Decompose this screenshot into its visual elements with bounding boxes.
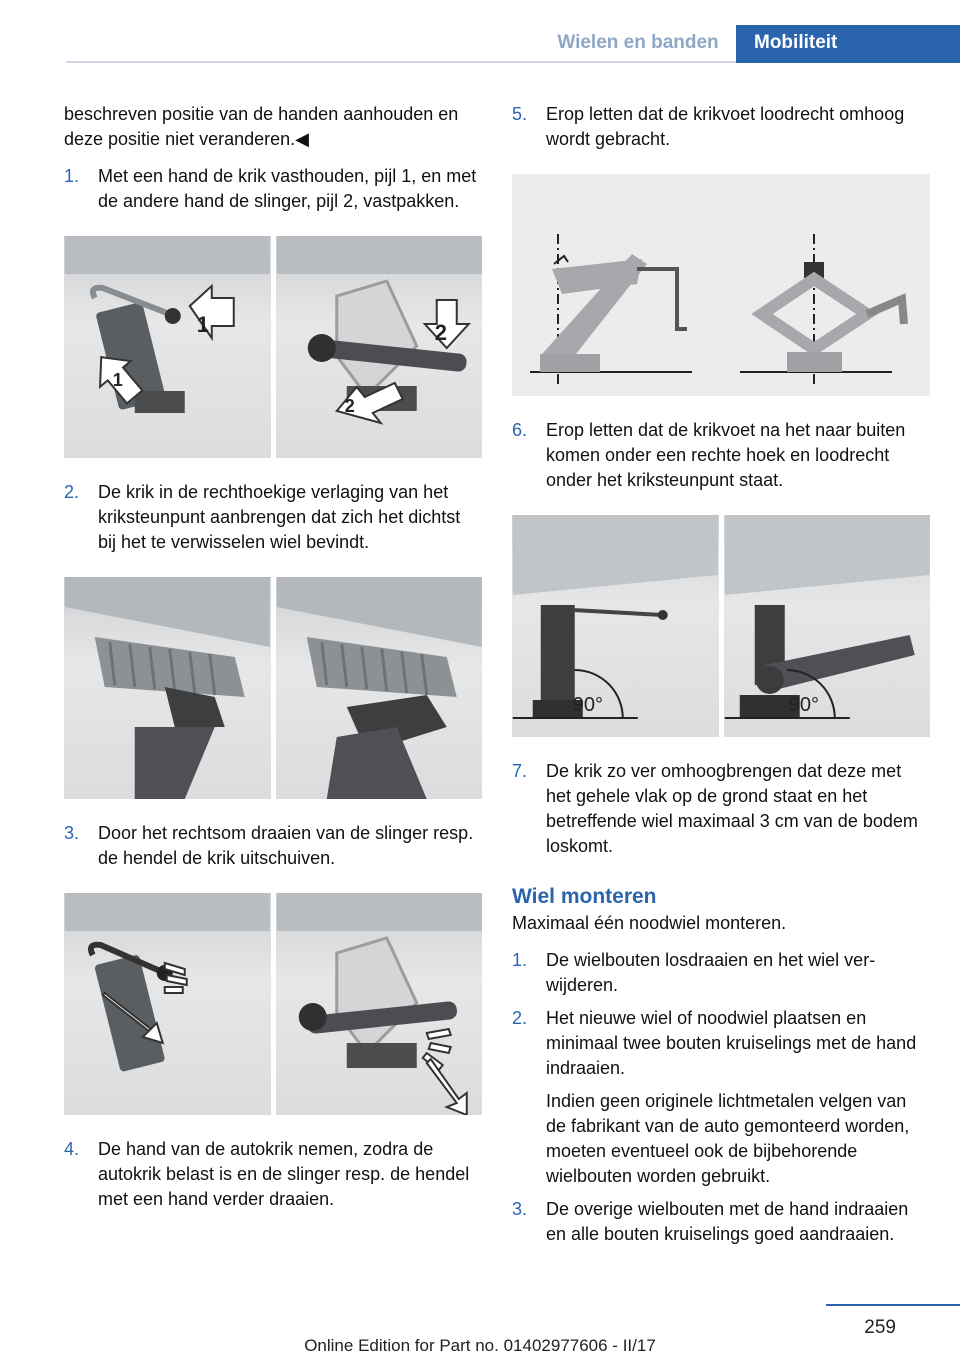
step-6 (512, 418, 930, 493)
arrow-label: 2 (434, 320, 447, 345)
figure-panel (276, 236, 483, 458)
step-text: De krik in de rechthoekige verlaging van het kriksteunpunt aanbrengen dat zich het dichtst bij het te verwisselen wiel bevindt. (98, 482, 461, 552)
step-text: Erop letten dat de krikvoet na het naar buiten komen onder een rechte hoek en loodrecht onder het kriksteunpunt staat. (546, 420, 906, 490)
step-text: De hand van de autokrik nemen, zodra de autokrik belast is en de slinger resp. de hendel met een hand verder draaien. (98, 1139, 470, 1209)
figure-hold-jack (64, 236, 482, 458)
figure-panel (724, 515, 931, 737)
figure-right-angle (512, 515, 930, 737)
step-7 (512, 759, 930, 859)
step-number: 6. (512, 420, 528, 440)
step-text: De overige wielbouten met de hand indraaien en alle bouten kruiselings goed aandraaien. (546, 1199, 909, 1244)
step-1 (64, 164, 482, 214)
section-heading: Wiel monteren (512, 885, 657, 908)
step-number: 7. (512, 761, 528, 781)
figure-panel (64, 577, 271, 799)
figure-panel (64, 893, 271, 1115)
step-text: Indien geen originele lichtmetalen velgen van de fabrikant van de auto gemonteerd worden, moeten eventueel ook de bijbehorende wielbouten worden gebruikt. (546, 1091, 910, 1186)
step-3 (64, 821, 482, 871)
step-number: 4. (64, 1139, 80, 1159)
angle-label: 90° (572, 694, 603, 716)
step-text: De wielbouten losdraaien en het wiel verwijderen. (546, 950, 876, 995)
intro-text: beschreven positie van de handen aanhouden en deze positie niet veranderen.◀ (64, 104, 459, 149)
step-text: Het nieuwe wiel of noodwiel plaatsen en minimaal twee bouten kruiselings met de hand indraaien. (546, 1008, 917, 1078)
mount-step-note (512, 1089, 930, 1189)
figure-vertical-jack (512, 174, 930, 396)
figure-panel (512, 515, 719, 737)
figure-panel (276, 893, 483, 1115)
step-text: Door het rechtsom draaien van de slinger resp. de hendel de krik uitschuiven. (98, 823, 474, 868)
step-number: 1. (64, 166, 80, 186)
step-number: 5. (512, 104, 528, 124)
step-number: 3. (512, 1199, 528, 1219)
section-intro: Maximaal één noodwiel monteren. (512, 913, 787, 933)
right-column (512, 102, 930, 1247)
mount-step-2 (512, 1006, 930, 1081)
page-number: 259 (864, 1317, 896, 1338)
mount-step-3 (512, 1197, 930, 1247)
figure-extend-jack (64, 893, 482, 1115)
angle-label: 90° (788, 694, 819, 716)
step-number: 2. (64, 482, 80, 502)
arrow-label: 2 (344, 396, 355, 416)
step-number: 3. (64, 823, 80, 843)
figure-jack-point (64, 577, 482, 799)
step-number: 1. (512, 950, 528, 970)
step-text: Met een hand de krik vasthouden, pijl 1, en met de andere hand de slinger, pijl 2, vastpakken. (98, 166, 477, 211)
left-column (64, 102, 482, 1212)
step-4 (64, 1137, 482, 1212)
figure-panel (64, 236, 271, 458)
arrow-label: 1 (112, 370, 123, 390)
step-number: 2. (512, 1008, 528, 1028)
step-text: Erop letten dat de krikvoet loodrecht omhoog wordt gebracht. (546, 104, 905, 149)
edition-footer: Online Edition for Part no. 01402977606 - II/17 (304, 1336, 656, 1355)
footer-rule (826, 1304, 960, 1306)
step-text: De krik zo ver omhoogbrengen dat deze met het gehele vlak op de grond staat en het betreffende wiel maximaal 3 cm van de bodem loskomt. (546, 761, 918, 856)
step-2 (64, 480, 482, 555)
header-section: Wielen en banden (557, 32, 719, 53)
mount-step-1 (512, 948, 930, 998)
figure-panel (276, 577, 483, 799)
arrow-label: 1 (196, 312, 209, 337)
step-5 (512, 102, 930, 152)
header-chapter-tab: Mobiliteit (736, 25, 960, 63)
